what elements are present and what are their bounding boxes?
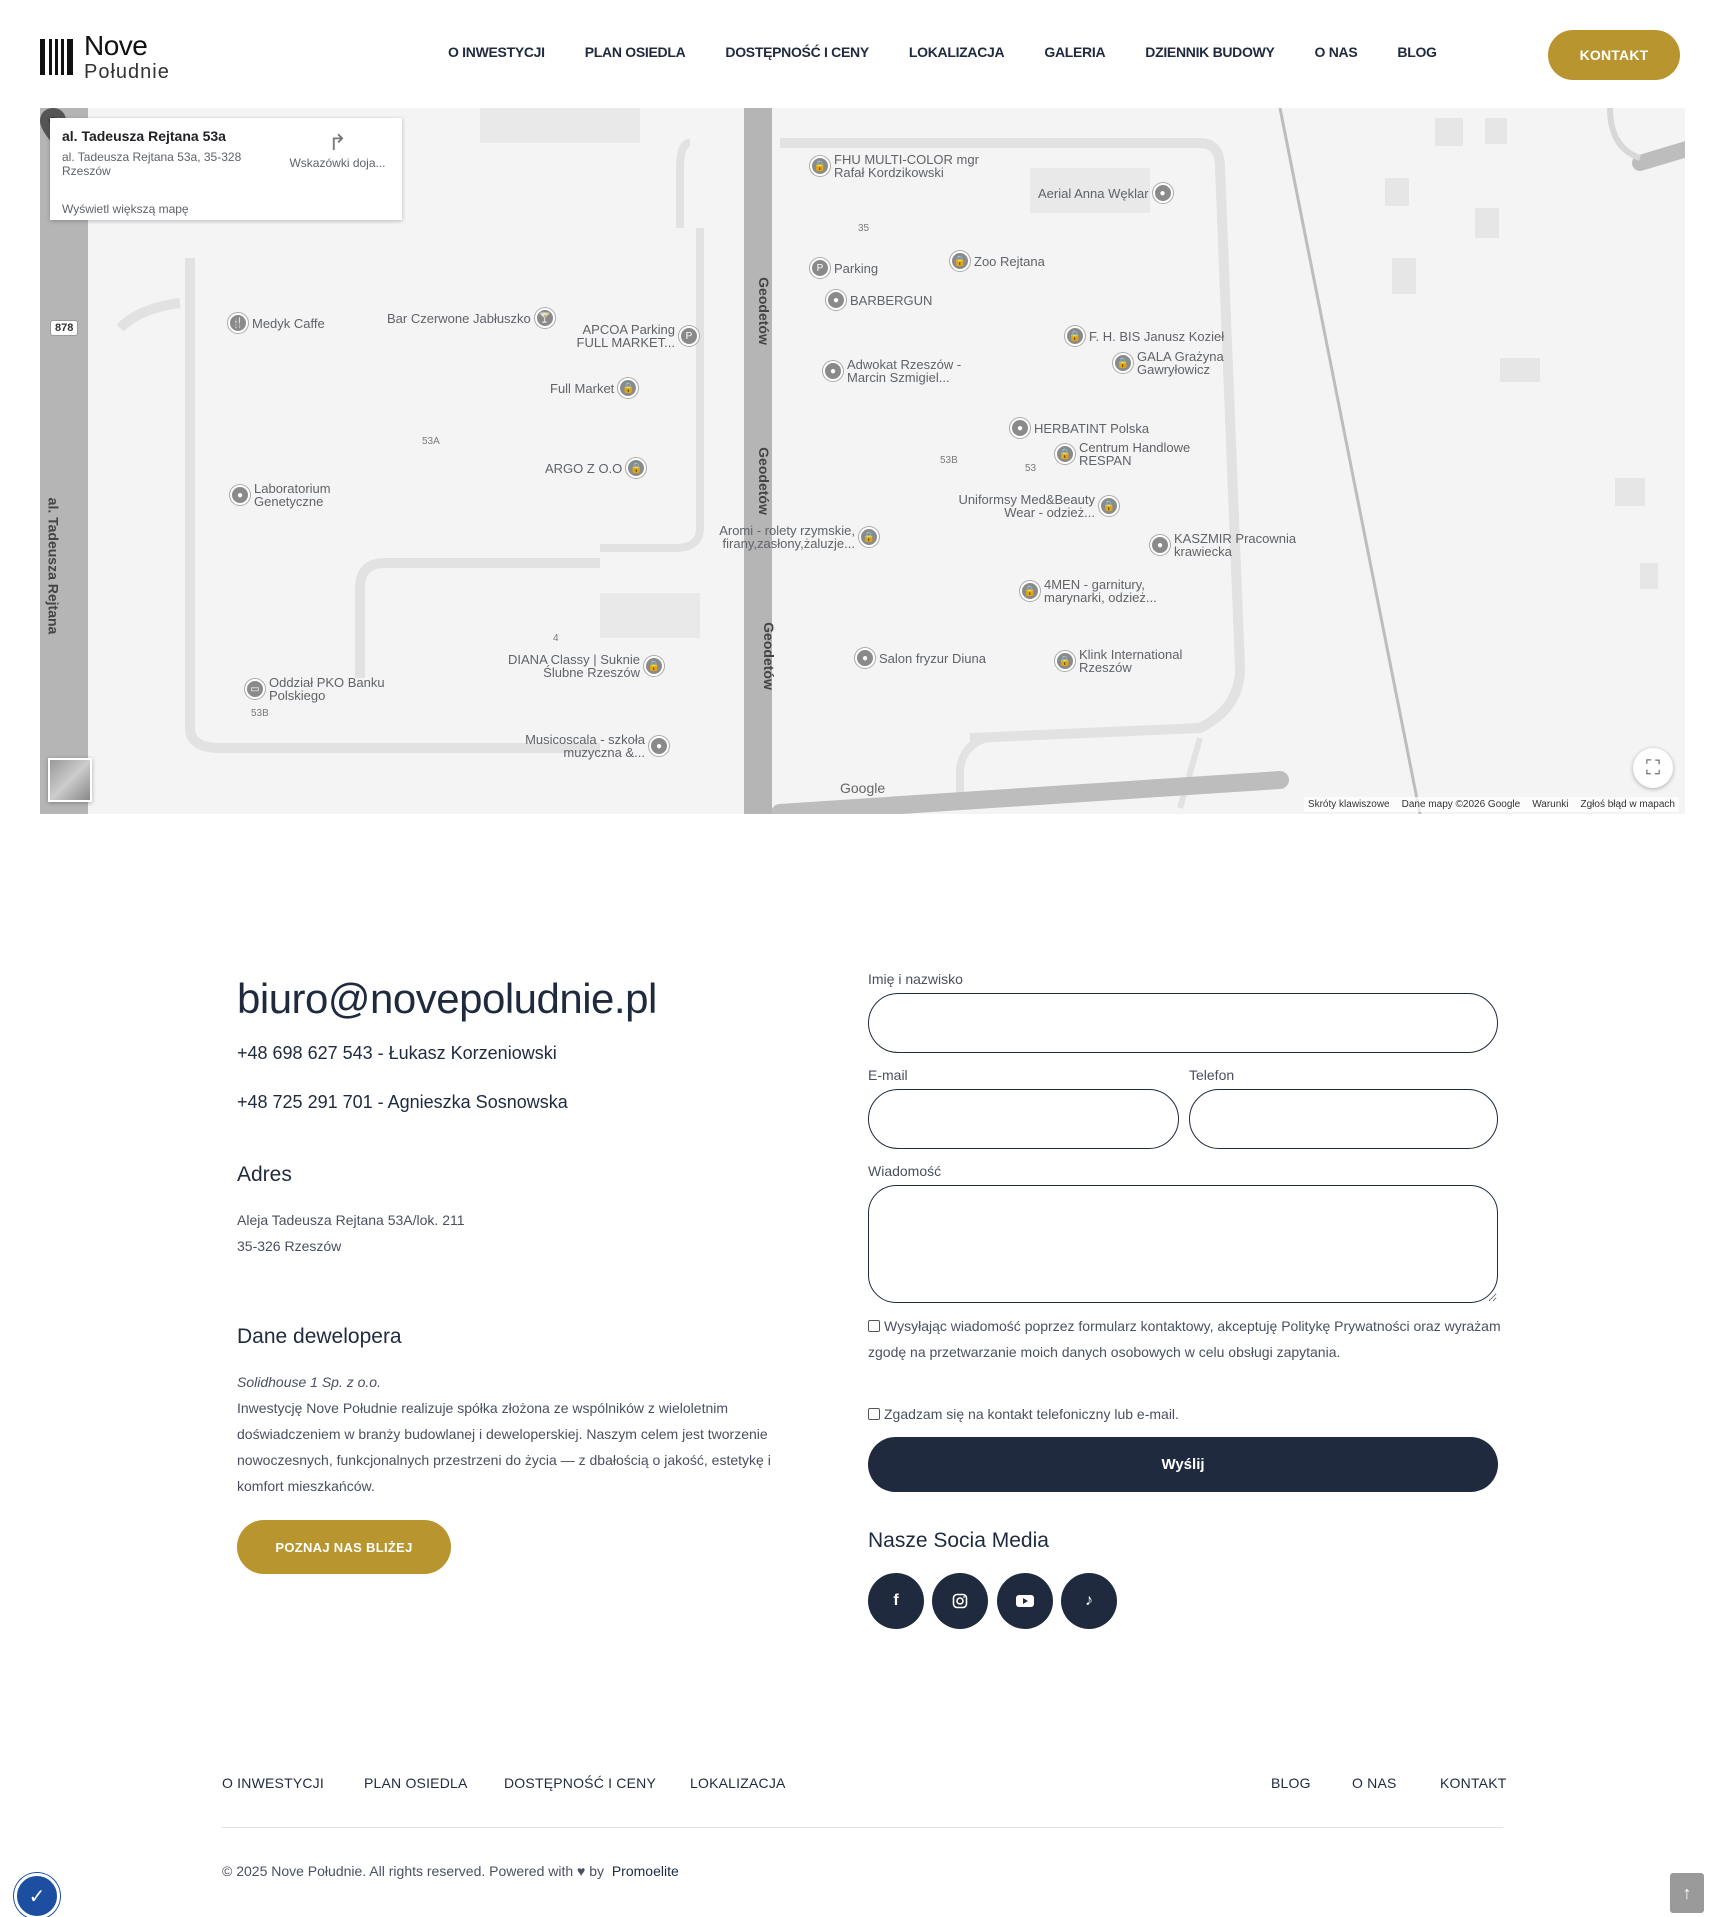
main-nav bbox=[448, 44, 1437, 60]
map-poi[interactable]: Aerial Anna Węklar ● bbox=[1038, 183, 1173, 203]
map-poi[interactable]: APCOA Parking FULL MARKET... P bbox=[575, 323, 699, 349]
map-poi[interactable]: ▭ Oddział PKO Banku Polskiego bbox=[245, 676, 389, 702]
nav-dziennik-budowy[interactable]: DZIENNIK BUDOWY bbox=[1145, 44, 1275, 60]
footer-nav-kontakt[interactable]: KONTAKT bbox=[1440, 1775, 1507, 1791]
map-layers-button[interactable] bbox=[48, 758, 92, 802]
map-poi[interactable]: ● HERBATINT Polska bbox=[1010, 418, 1149, 438]
contact-info bbox=[237, 975, 797, 1113]
privacy-checkbox[interactable] bbox=[868, 1320, 880, 1332]
map-poi[interactable]: ● KASZMIR Pracownia krawiecka bbox=[1150, 532, 1324, 558]
copyright bbox=[222, 1863, 679, 1879]
contact-email[interactable]: biuro@novepoludnie.pl bbox=[237, 975, 657, 1022]
logo[interactable] bbox=[40, 32, 170, 82]
bank-pin-icon: ▭ bbox=[245, 679, 265, 699]
nav-galeria[interactable]: GALERIA bbox=[1044, 44, 1106, 60]
phone-label: Telefon bbox=[1189, 1067, 1235, 1083]
place-pin-icon: ● bbox=[230, 485, 250, 505]
map-attribution bbox=[1304, 797, 1679, 812]
shop-pin-icon: 🔒 bbox=[1020, 581, 1040, 601]
google-map[interactable] bbox=[40, 108, 1685, 814]
place-info-card bbox=[50, 118, 402, 220]
footer-nav-plan-osiedla[interactable]: PLAN OSIEDLA bbox=[364, 1775, 468, 1791]
map-poi[interactable]: Uniformsy Med&Beauty Wear - odzież... 🔒 bbox=[935, 493, 1119, 519]
nav-blog[interactable]: BLOG bbox=[1397, 44, 1437, 60]
footer-nav-lokalizacja[interactable]: LOKALIZACJA bbox=[690, 1775, 786, 1791]
promoelite-link[interactable]: Promoelite bbox=[611, 1863, 679, 1879]
nav-dostepnosc[interactable]: DOSTĘPNOŚĆ I CENY bbox=[725, 44, 869, 60]
parking-pin-icon: P bbox=[679, 326, 699, 346]
tiktok-icon[interactable]: ♪ bbox=[1061, 1573, 1117, 1629]
map-poi[interactable]: 🔒 Zoo Rejtana bbox=[950, 251, 1045, 271]
contact-consent[interactable] bbox=[868, 1401, 1508, 1427]
footer-nav-dostepnosc[interactable]: DOSTĘPNOŚĆ I CENY bbox=[504, 1775, 656, 1791]
fullscreen-icon[interactable]: ⛶ bbox=[1633, 748, 1673, 788]
parking-pin-icon: P bbox=[810, 258, 830, 278]
map-poi[interactable]: 🍴 Medyk Caffe bbox=[228, 313, 325, 333]
privacy-consent-text: Wysyłając wiadomość poprzez formularz kontaktowy, akceptuję Politykę Prywatności oraz wyrażam zgodę na przetwarzanie moich danych osobowych w celu obsługi zapytania. bbox=[868, 1318, 1501, 1360]
contact-checkbox[interactable] bbox=[868, 1408, 880, 1420]
logo-text-line2: Południe bbox=[84, 61, 170, 83]
map-poi[interactable]: 🔒 FHU MULTI-COLOR mgr Rafał Kordzikowski bbox=[810, 153, 994, 179]
shop-pin-icon: 🔒 bbox=[950, 251, 970, 271]
youtube-icon[interactable] bbox=[997, 1573, 1053, 1629]
map-poi[interactable]: 🔒 4MEN - garnitury, marynarki, odzież... bbox=[1020, 578, 1194, 604]
social-heading: Nasze Socia Media bbox=[868, 1529, 1049, 1552]
google-logo: Google bbox=[840, 780, 886, 796]
bar-pin-icon: 🍸 bbox=[535, 308, 555, 328]
shop-pin-icon: 🔒 bbox=[1055, 444, 1075, 464]
shop-pin-icon: 🔒 bbox=[1099, 496, 1119, 516]
shop-pin-icon: 🔒 bbox=[644, 656, 664, 676]
place-card-title: al. Tadeusza Rejtana 53a bbox=[62, 128, 226, 144]
developer-description bbox=[237, 1369, 797, 1499]
site-header bbox=[0, 0, 1710, 108]
logo-text-line1: Nove bbox=[84, 30, 148, 61]
map-poi[interactable]: Bar Czerwone Jabłuszko 🍸 bbox=[387, 308, 555, 328]
kontakt-button[interactable]: KONTAKT bbox=[1548, 30, 1680, 80]
email-input[interactable] bbox=[868, 1089, 1179, 1149]
map-poi[interactable]: ● Adwokat Rzeszów - Marcin Szmigiel... bbox=[823, 358, 977, 384]
map-poi[interactable]: ● Salon fryzur Diuna bbox=[855, 648, 986, 668]
footer-nav-o-inwestycji[interactable]: O INWESTYCJI bbox=[222, 1775, 324, 1791]
keyboard-shortcuts-link[interactable]: Skróty klawiszowe bbox=[1307, 799, 1390, 810]
map-poi[interactable]: P Parking bbox=[810, 258, 878, 278]
map-poi[interactable]: ARGO Z O.O 🔒 bbox=[545, 458, 646, 478]
map-poi[interactable]: 🔒 Centrum Handlowe RESPAN bbox=[1055, 441, 1209, 467]
nav-o-nas[interactable]: O NAS bbox=[1314, 44, 1358, 60]
contact-consent-text: Zgadzam się na kontakt telefoniczny lub e-mail. bbox=[884, 1406, 1179, 1422]
footer-divider bbox=[222, 1827, 1503, 1828]
phone-input[interactable] bbox=[1189, 1089, 1498, 1149]
cookie-settings-icon[interactable]: ✓ bbox=[14, 1873, 60, 1917]
map-number: 53A bbox=[422, 436, 440, 447]
road-shield-878: 878 bbox=[50, 320, 78, 336]
contact-phone-2[interactable]: +48 725 291 701 - Agnieszka Sosnowska bbox=[237, 1092, 568, 1112]
nav-o-inwestycji[interactable]: O INWESTYCJI bbox=[448, 44, 545, 60]
terms-link[interactable]: Warunki bbox=[1532, 799, 1569, 810]
map-number: 4 bbox=[553, 633, 559, 644]
road-label-rejtana: al. Tadeusza Rejtana bbox=[45, 497, 62, 635]
map-poi[interactable]: 🔒 Klink International Rzeszów bbox=[1055, 648, 1209, 674]
instagram-icon[interactable] bbox=[932, 1573, 988, 1629]
nav-plan-osiedla[interactable]: PLAN OSIEDLA bbox=[584, 44, 686, 60]
place-pin-icon: ● bbox=[1150, 535, 1170, 555]
road-label-geodetow-3: Geodetów bbox=[760, 622, 777, 690]
shop-pin-icon: 🔒 bbox=[810, 156, 830, 176]
place-pin-icon: ● bbox=[649, 736, 669, 756]
footer-nav-o-nas[interactable]: O NAS bbox=[1352, 1775, 1397, 1791]
address-line-2: 35-326 Rzeszów bbox=[237, 1238, 342, 1254]
shop-pin-icon: 🔒 bbox=[859, 527, 879, 547]
email-label: E-mail bbox=[868, 1067, 908, 1083]
address-heading: Adres bbox=[237, 1163, 292, 1186]
name-input[interactable] bbox=[868, 993, 1498, 1053]
nav-lokalizacja[interactable]: LOKALIZACJA bbox=[908, 44, 1005, 60]
directions-icon: ↱ bbox=[328, 130, 347, 155]
address-line-1: Aleja Tadeusza Rejtana 53A/lok. 211 bbox=[237, 1212, 465, 1228]
map-data-label: Dane mapy ©2026 Google bbox=[1401, 799, 1521, 810]
scroll-to-top-icon[interactable]: ↑ bbox=[1670, 1873, 1704, 1913]
developer-company: Solidhouse 1 Sp. z o.o. bbox=[237, 1374, 381, 1390]
road-label-geodetow-2: Geodetów bbox=[755, 447, 772, 515]
shop-pin-icon: 🔒 bbox=[1113, 353, 1133, 373]
place-pin-icon: ● bbox=[823, 361, 843, 381]
map-number: 35 bbox=[858, 223, 870, 234]
developer-text: Inwestycję Nove Południe realizuje spółka złożona ze wspólników z wieloletnim doświadczeniem w branży budowlanej i deweloperskiej. Naszym celem jest tworzenie nowoczesnych, funkcjonalnych przestrzeni do życia — z dbałością o jakość, estetykę i komfort mieszkańców. bbox=[237, 1400, 771, 1494]
message-textarea[interactable] bbox=[868, 1185, 1498, 1303]
map-poi[interactable]: 🔒 F. H. BIS Janusz Kozieł bbox=[1065, 326, 1224, 346]
place-pin-icon: ● bbox=[826, 290, 846, 310]
shop-pin-icon: 🔒 bbox=[1055, 651, 1075, 671]
message-label: Wiadomość bbox=[868, 1163, 942, 1179]
map-number: 53B bbox=[940, 455, 958, 466]
map-number: 53 bbox=[1025, 463, 1037, 474]
place-pin-icon: ● bbox=[855, 648, 875, 668]
directions-label: Wskazówki doja... bbox=[289, 156, 386, 170]
logo-mark-icon bbox=[40, 37, 76, 77]
privacy-consent[interactable] bbox=[868, 1313, 1508, 1365]
address-block bbox=[237, 1207, 465, 1259]
shop-pin-icon: 🔒 bbox=[618, 378, 638, 398]
shop-pin-icon: 🔒 bbox=[1065, 326, 1085, 346]
place-pin-icon: ● bbox=[1010, 418, 1030, 438]
shop-pin-icon: 🔒 bbox=[626, 458, 646, 478]
directions-button[interactable] bbox=[280, 130, 395, 170]
place-pin-icon: ● bbox=[1153, 183, 1173, 203]
map-poi[interactable]: 🔒 GALA Grażyna Gawryłowicz bbox=[1113, 350, 1237, 376]
map-poi[interactable]: Musicoscala - szkoła muzyczna &... ● bbox=[500, 733, 669, 759]
place-card-address: al. Tadeusza Rejtana 53a, 35-328 Rzeszów bbox=[62, 150, 242, 178]
about-us-button[interactable]: POZNAJ NAS BLIŻEJ bbox=[237, 1520, 451, 1574]
footer-nav-blog[interactable]: BLOG bbox=[1271, 1775, 1311, 1791]
copyright-text: © 2025 Nove Południe. All rights reserved. Powered with ♥ by bbox=[222, 1863, 605, 1879]
name-label: Imię i nazwisko bbox=[868, 971, 963, 987]
map-poi[interactable]: Full Market 🔒 bbox=[550, 378, 638, 398]
food-pin-icon: 🍴 bbox=[228, 313, 248, 333]
view-larger-map-link[interactable]: Wyświetl większą mapę bbox=[62, 202, 189, 216]
map-poi[interactable]: Aromi - rolety rzymskie, firany,zasłony,żaluzje... 🔒 bbox=[690, 524, 879, 550]
developer-heading: Dane dewelopera bbox=[237, 1325, 402, 1348]
road-label-geodetow-1: Geodetów bbox=[755, 277, 772, 345]
report-error-link[interactable]: Zgłoś błąd w mapach bbox=[1580, 799, 1675, 810]
map-number: 53B bbox=[251, 708, 269, 719]
map-poi[interactable]: DIANA Classy | Suknie Ślubne Rzeszów 🔒 bbox=[490, 653, 664, 679]
facebook-icon[interactable]: f bbox=[868, 1573, 924, 1629]
map-poi[interactable]: ● BARBERGUN bbox=[826, 290, 932, 310]
map-poi[interactable]: ● Laboratorium Genetyczne bbox=[230, 482, 354, 508]
contact-phone-1[interactable]: +48 698 627 543 - Łukasz Korzeniowski bbox=[237, 1043, 557, 1063]
send-button[interactable]: Wyślij bbox=[868, 1437, 1498, 1492]
